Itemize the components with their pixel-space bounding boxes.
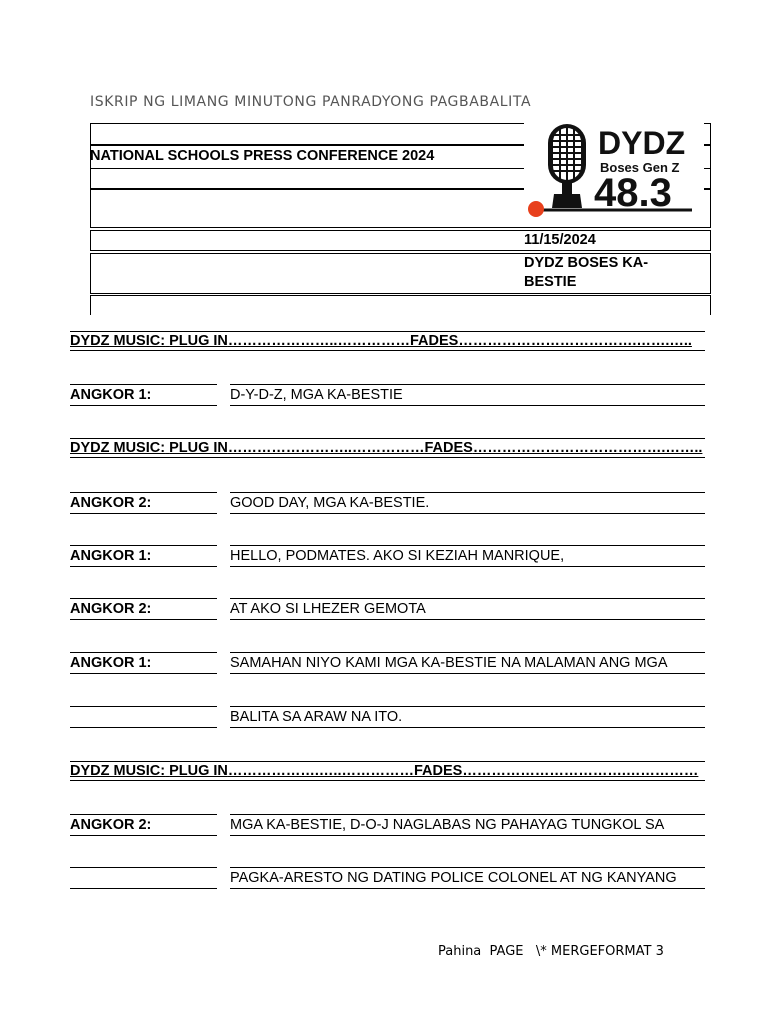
page-field-code: PAGE \* MERGEFORMAT 3 [489, 944, 664, 959]
microphone-icon [524, 120, 704, 220]
line-cell [230, 492, 705, 514]
speaker-cell [70, 814, 217, 836]
speaker-cell [70, 867, 217, 889]
speaker-label: ANGKOR 1: [70, 548, 152, 564]
logo-tagline: Boses Gen Z [600, 160, 680, 175]
line-text: HELLO, PODMATES. AKO SI KEZIAH MANRIQUE, [230, 548, 565, 564]
speaker-cell [70, 598, 217, 620]
line-text: MGA KA-BESTIE, D-O-J NAGLABAS NG PAHAYAG TUNGKOL SA [230, 817, 665, 833]
line-cell [230, 814, 705, 836]
line-text: BALITA SA ARAW NA ITO. [230, 709, 403, 725]
speaker-label: ANGKOR 2: [70, 601, 152, 617]
document-title: ISKRIP NG LIMANG MINUTONG PANRADYONG PAGBABALITA [90, 94, 532, 110]
speaker-cell [70, 492, 217, 514]
station-name-line1: DYDZ BOSES KA- [524, 255, 649, 271]
speaker-label: ANGKOR 1: [70, 387, 152, 403]
script-date: 11/15/2024 [524, 232, 596, 248]
speaker-cell [70, 545, 217, 567]
music-cue: DYDZ MUSIC: PLUG IN……………….…..……………FADES…………………………….…………… [70, 763, 699, 779]
line-text: PAGKA-ARESTO NG DATING POLICE COLONEL AT NG KANYANG [230, 870, 677, 886]
speaker-label: ANGKOR 1: [70, 655, 152, 671]
dydz-logo [524, 120, 704, 220]
speaker-label: ANGKOR 2: [70, 495, 152, 511]
music-cue: DYDZ MUSIC: PLUG IN…………………..……………FADES……………………………….…….….. [70, 333, 692, 349]
speaker-cell [70, 652, 217, 674]
music-cue: DYDZ MUSIC: PLUG IN……………………..……………FADES………………………………….…….. [70, 440, 703, 456]
line-cell [230, 706, 705, 728]
line-cell [230, 598, 705, 620]
page-footer [438, 944, 664, 959]
speaker-cell [70, 706, 217, 728]
line-cell [230, 867, 705, 889]
line-text: SAMAHAN NIYO KAMI MGA KA-BESTIE NA MALAMAN ANG MGA [230, 655, 668, 671]
speaker-cell [70, 384, 217, 406]
page-label: Pahina [438, 944, 482, 959]
logo-frequency: 48.3 [594, 171, 672, 215]
line-cell [230, 652, 705, 674]
line-cell [230, 545, 705, 567]
header-row [90, 230, 711, 251]
line-text: GOOD DAY, MGA KA-BESTIE. [230, 495, 430, 511]
station-name-line2: BESTIE [524, 274, 577, 290]
event-name: NATIONAL SCHOOLS PRESS CONFERENCE 2024 [90, 148, 435, 164]
speaker-label: ANGKOR 2: [70, 817, 152, 833]
header-row [90, 295, 711, 315]
line-cell [230, 384, 705, 406]
line-text: D-Y-D-Z, MGA KA-BESTIE [230, 387, 403, 403]
line-text: AT AKO SI LHEZER GEMOTA [230, 601, 426, 617]
logo-name: DYDZ [598, 125, 686, 161]
